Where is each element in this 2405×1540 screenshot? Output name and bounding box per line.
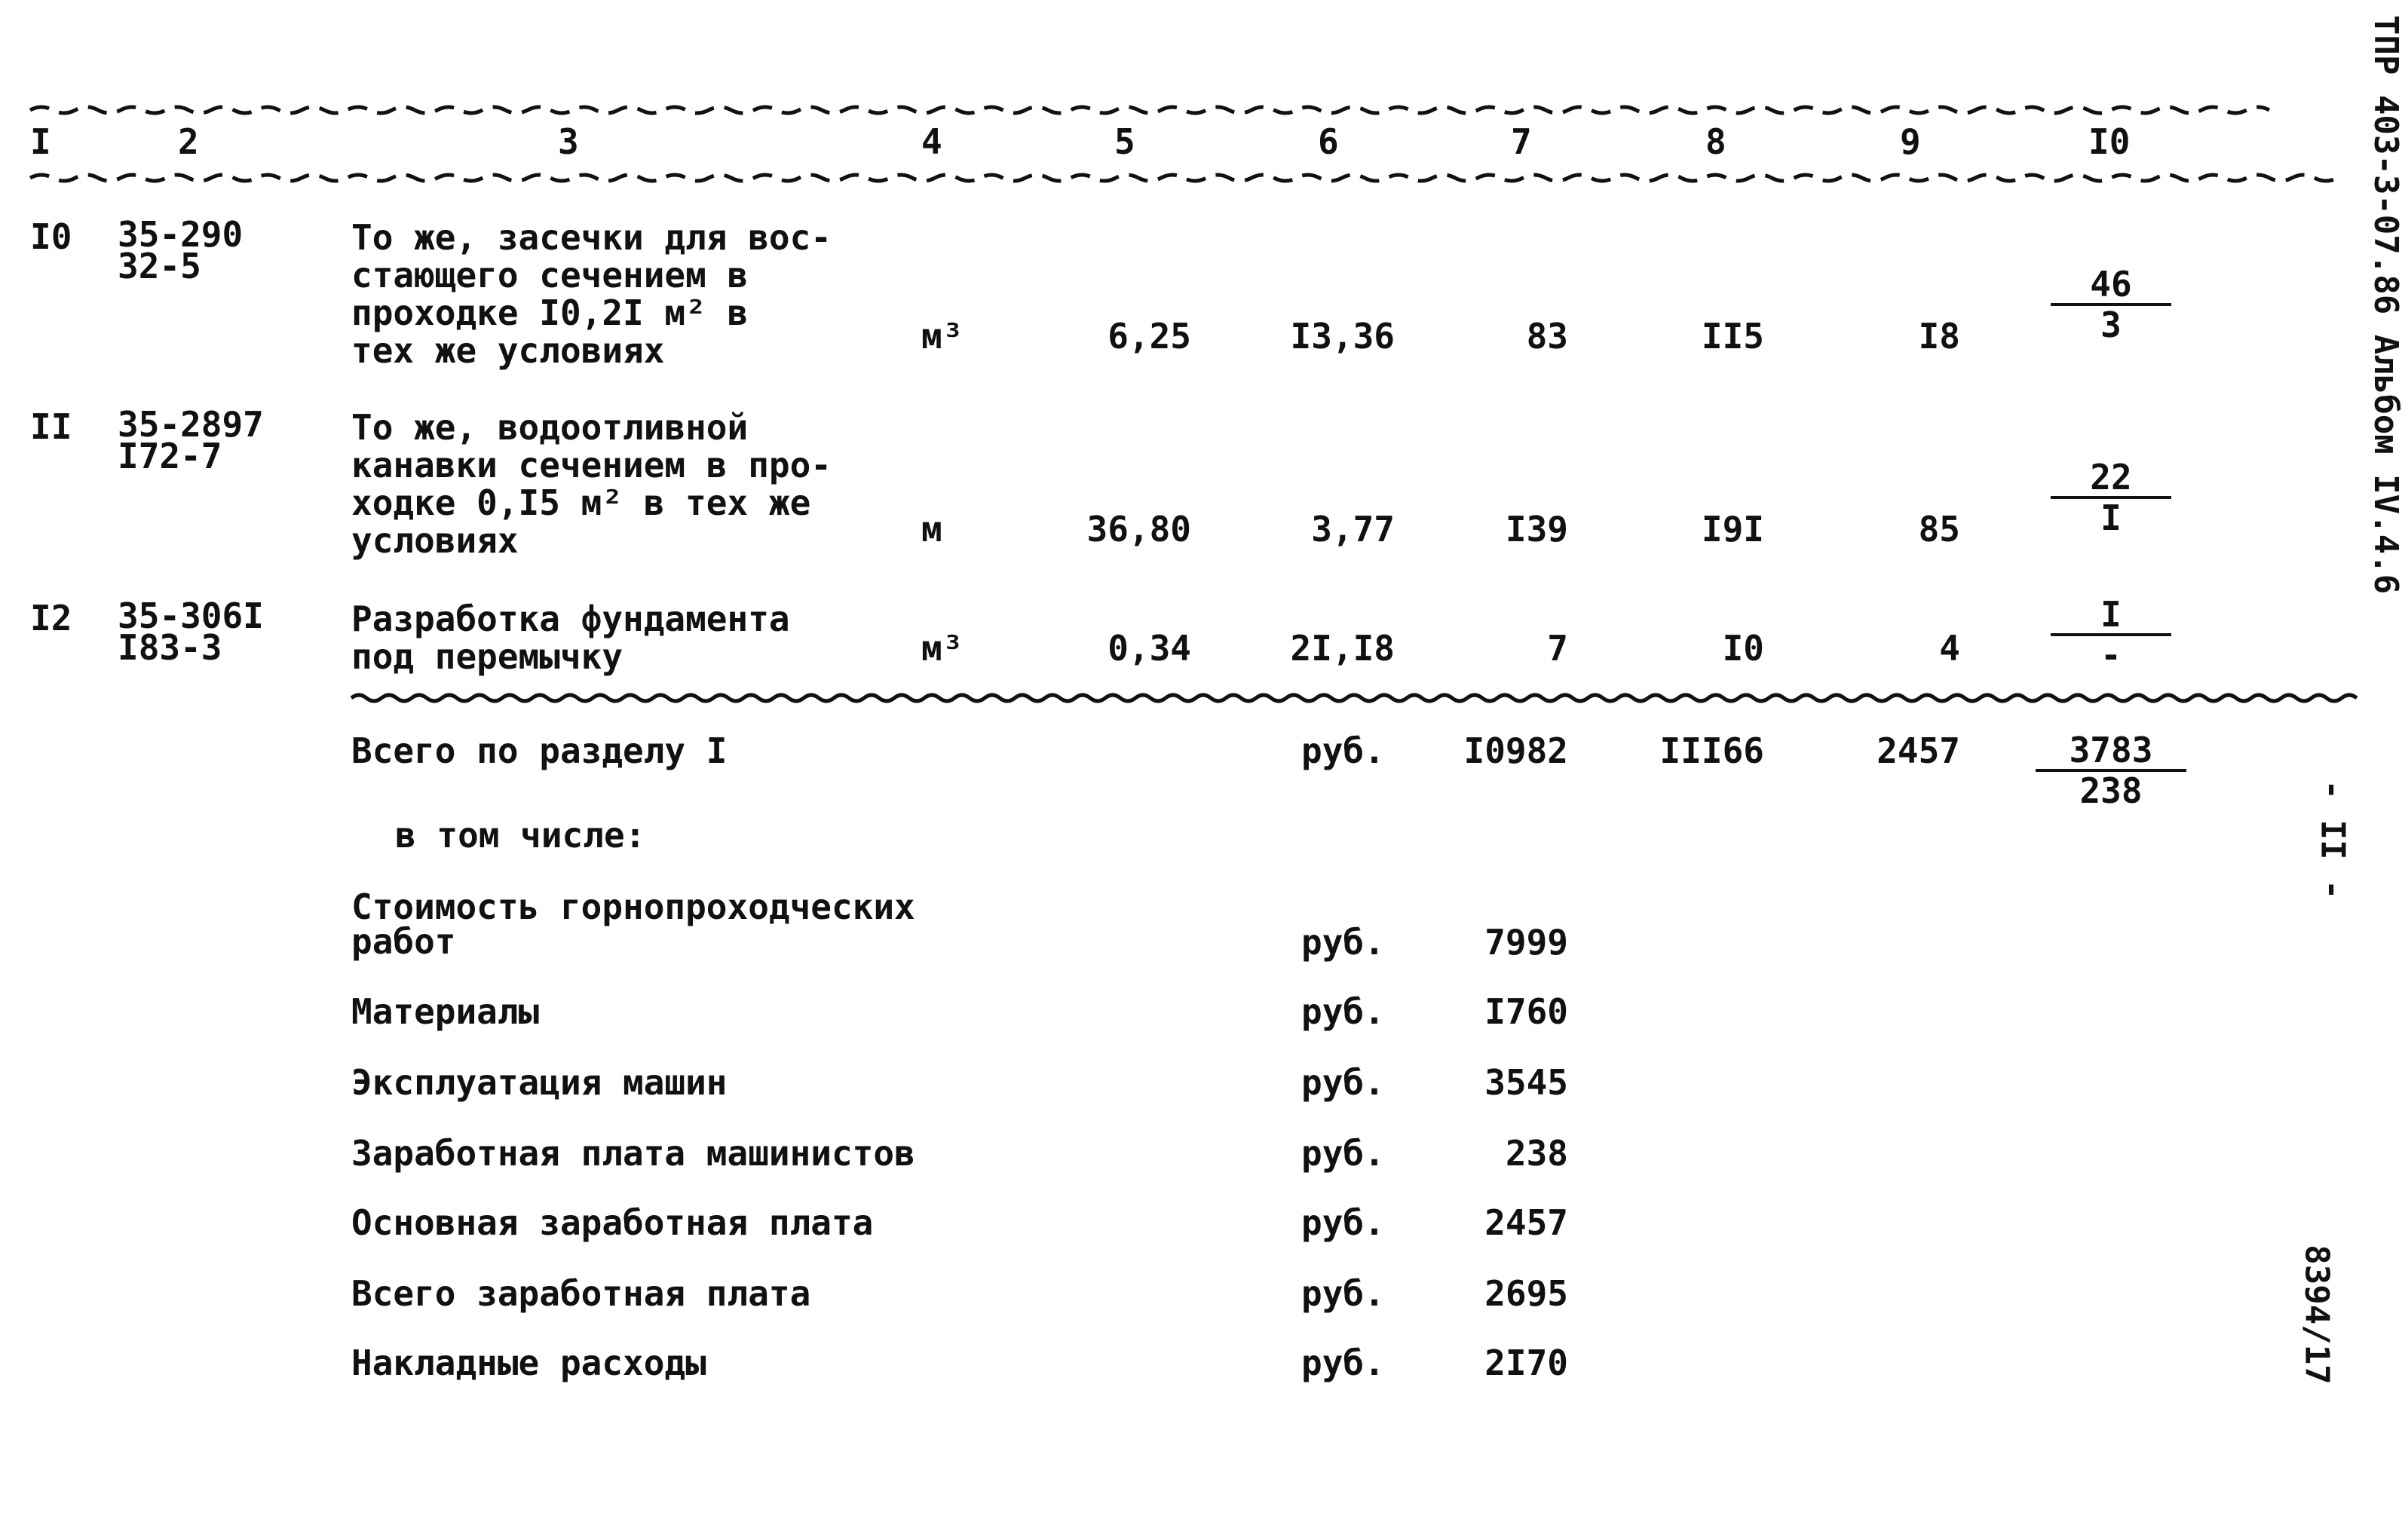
- row-desc-line: То же, водоотливной: [351, 407, 749, 448]
- row-description: [351, 219, 832, 369]
- row-quantity: 6,25: [1108, 316, 1191, 357]
- fraction-numerator: 22: [2051, 458, 2171, 499]
- row-code: [118, 595, 264, 668]
- breakdown-label: Заработная плата машинистов: [351, 1133, 915, 1174]
- header-col-3: 3: [558, 121, 579, 162]
- row-total: I39: [1505, 509, 1568, 550]
- row-desc-line: тех же условиях: [351, 330, 665, 371]
- header-col-10: I0: [2088, 121, 2131, 162]
- row-col10-fraction: [2051, 265, 2171, 344]
- summary-col7: I0982: [1463, 730, 1568, 771]
- row-desc-line: под перемычку: [351, 636, 623, 677]
- row-price: I3,36: [1290, 316, 1395, 357]
- breakdown-unit: руб.: [1301, 1273, 1385, 1314]
- breakdown-value: 2695: [1484, 1273, 1568, 1314]
- header-col-4: 4: [921, 121, 942, 162]
- row-number: I2: [30, 598, 72, 638]
- row-unit: м³: [921, 316, 964, 357]
- header-col-9: 9: [1900, 121, 1921, 162]
- breakdown-unit: руб.: [1301, 1343, 1385, 1383]
- row-col8: II5: [1701, 316, 1764, 357]
- row-code: [118, 214, 244, 286]
- breakdown-value: 2457: [1484, 1202, 1568, 1243]
- row-unit: м: [921, 509, 942, 550]
- breakdown-value: I760: [1484, 991, 1568, 1032]
- row-code-line: I83-3: [118, 627, 222, 668]
- row-total: 83: [1526, 316, 1568, 357]
- row-code-line: 35-306I: [118, 595, 264, 636]
- breakdown-label: Основная заработная плата: [351, 1202, 874, 1243]
- margin-sheet-number: 8394/17: [2297, 1245, 2336, 1385]
- header-col-8: 8: [1705, 121, 1726, 162]
- row-col9: 85: [1918, 509, 1960, 550]
- row-code: [118, 404, 264, 476]
- row-code-line: 32-5: [118, 246, 201, 286]
- row-number: I0: [30, 216, 72, 257]
- breakdown-value: 238: [1505, 1133, 1568, 1174]
- breakdown-label-line: работ: [351, 921, 456, 962]
- breakdown-label: Накладные расходы: [351, 1343, 706, 1383]
- breakdown-label: Эксплуатация машин: [351, 1062, 728, 1103]
- breakdown-value: 2I70: [1484, 1343, 1568, 1383]
- summary-col9: 2457: [1877, 730, 1960, 771]
- breakdown-unit: руб.: [1301, 922, 1385, 963]
- summary-col10-fraction: [2036, 731, 2186, 810]
- summary-label: Всего по разделу I: [351, 730, 728, 771]
- row-col10-fraction: [2051, 595, 2171, 674]
- fraction-numerator: 46: [2051, 265, 2171, 306]
- breakdown-label-line: Стоимость горнопроходческих: [351, 886, 915, 927]
- breakdown-label: [351, 886, 915, 962]
- row-unit: м³: [921, 628, 964, 669]
- margin-album-code: ТПР 403-3-07.86 Альбом IV.4.6: [2367, 14, 2405, 595]
- row-number: II: [30, 406, 72, 447]
- breakdown-unit: руб.: [1301, 1202, 1385, 1243]
- summary-col8: III66: [1659, 730, 1764, 771]
- breakdown-value: 3545: [1484, 1062, 1568, 1103]
- row-price: 2I,I8: [1290, 628, 1395, 669]
- header-col-6: 6: [1318, 121, 1339, 162]
- breakdown-unit: руб.: [1301, 991, 1385, 1032]
- row-desc-line: проходке I0,2I м² в: [351, 292, 749, 333]
- section-total-rule: [351, 692, 2232, 704]
- row-total: 7: [1547, 628, 1568, 669]
- row-description: [351, 600, 790, 675]
- breakdown-unit: руб.: [1301, 1133, 1385, 1174]
- fraction-denominator: 3: [2100, 305, 2122, 345]
- row-code-line: 35-290: [118, 214, 244, 255]
- row-desc-line: Разработка фундамента: [351, 599, 790, 639]
- row-desc-line: ходке 0,I5 м² в тех же: [351, 482, 811, 523]
- margin-page-number: - II -: [2313, 779, 2352, 900]
- row-col10-fraction: [2051, 458, 2171, 537]
- row-desc-line: То же, засечки для вос-: [351, 217, 832, 258]
- row-description: [351, 409, 832, 559]
- header-col-5: 5: [1114, 121, 1135, 162]
- header-col-1: I: [30, 121, 51, 162]
- header-top-rule: [30, 104, 2232, 116]
- breakdown-label: Всего заработная плата: [351, 1273, 811, 1314]
- fraction-denominator: 238: [2079, 770, 2143, 811]
- fraction-denominator: -: [2100, 635, 2122, 675]
- including-label: в том числе:: [395, 815, 646, 856]
- row-quantity: 0,34: [1108, 628, 1191, 669]
- row-col8: I0: [1722, 628, 1764, 669]
- header-bottom-rule: [30, 172, 2232, 184]
- breakdown-label: Материалы: [351, 991, 540, 1032]
- row-code-line: 35-2897: [118, 404, 264, 445]
- fraction-numerator: 3783: [2036, 731, 2186, 772]
- row-price: 3,77: [1311, 509, 1395, 550]
- row-col9: I8: [1918, 316, 1960, 357]
- row-desc-line: условиях: [351, 520, 519, 561]
- summary-unit: руб.: [1301, 730, 1385, 771]
- row-desc-line: канавки сечением в про-: [351, 445, 832, 485]
- breakdown-unit: руб.: [1301, 1062, 1385, 1103]
- fraction-numerator: I: [2051, 595, 2171, 636]
- fraction-denominator: I: [2100, 498, 2122, 538]
- row-desc-line: стающего сечением в: [351, 255, 749, 295]
- breakdown-value: 7999: [1484, 922, 1568, 963]
- row-code-line: I72-7: [118, 436, 222, 476]
- header-col-7: 7: [1511, 121, 1532, 162]
- row-col8: I9I: [1701, 509, 1764, 550]
- header-col-2: 2: [178, 121, 199, 162]
- row-quantity: 36,80: [1086, 509, 1191, 550]
- row-col9: 4: [1939, 628, 1960, 669]
